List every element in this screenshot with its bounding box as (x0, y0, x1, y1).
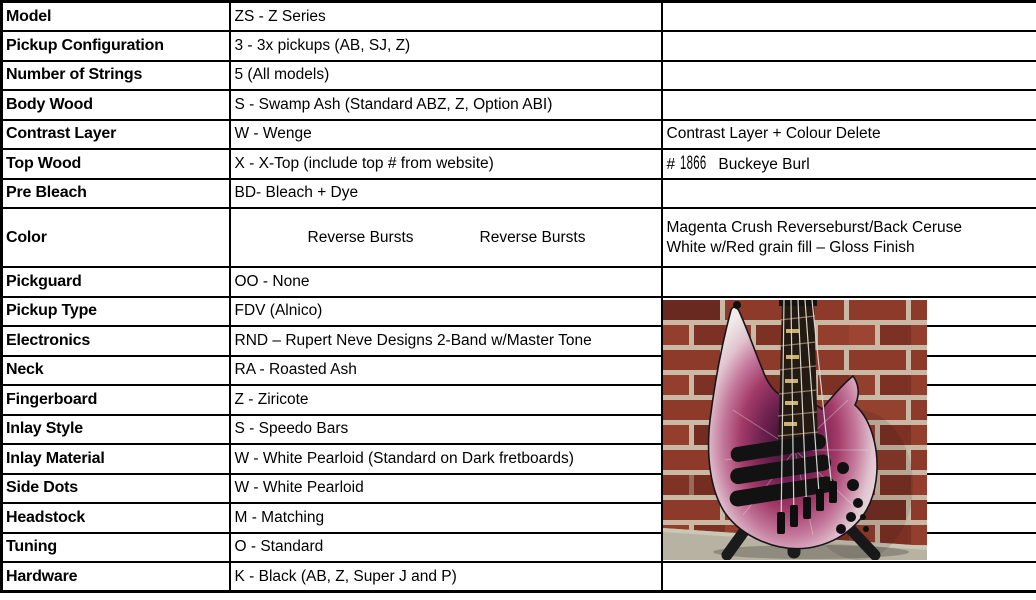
row-label: Tuning (2, 533, 230, 563)
row-value: 5 (All models) (230, 61, 662, 91)
row-value: W - White Pearloid (Standard on Dark fretboards) (230, 444, 662, 474)
row-value: BD- Bleach + Dye (230, 179, 662, 209)
table-row (2, 120, 1036, 150)
row-label: Pickguard (2, 267, 230, 297)
row-label: Top Wood (2, 149, 230, 179)
row-label: Neck (2, 356, 230, 386)
row-note (662, 2, 1036, 32)
table-row (2, 31, 1036, 61)
row-label: Headstock (2, 503, 230, 533)
row-value: RND – Rupert Neve Designs 2-Band w/Master Tone (230, 326, 662, 356)
row-label: Model (2, 2, 230, 32)
row-label: Electronics (2, 326, 230, 356)
note-line: Magenta Crush Reverseburst/Back Ceruse (666, 219, 962, 237)
row-value: M - Matching (230, 503, 662, 533)
row-value: ZS - Z Series (230, 2, 662, 32)
row-note (662, 267, 1036, 297)
row-label: Hardware (2, 562, 230, 592)
row-note (662, 31, 1036, 61)
table-row (2, 562, 1036, 592)
table-row (2, 61, 1036, 91)
row-label: Pickup Configuration (2, 31, 230, 61)
row-label: Inlay Material (2, 444, 230, 474)
row-label: Side Dots (2, 474, 230, 504)
row-label: Body Wood (2, 90, 230, 120)
row-value: 3 - 3x pickups (AB, SJ, Z) (230, 31, 662, 61)
row-note (662, 562, 1036, 592)
row-value: K - Black (AB, Z, Super J and P) (230, 562, 662, 592)
row-label: Color (2, 208, 230, 267)
row-value: W - White Pearloid (230, 474, 662, 504)
row-value: S - Speedo Bars (230, 415, 662, 445)
row-value: Z - Ziricote (230, 385, 662, 415)
row-note (662, 179, 1036, 209)
bass-guitar-photo (663, 300, 927, 560)
row-note (662, 61, 1036, 91)
row-value: FDV (Alnico) (230, 297, 662, 327)
table-row (2, 208, 1036, 267)
note-line: White w/Red grain fill – Gloss Finish (666, 239, 915, 256)
note-suffix: Buckeye Burl (718, 155, 810, 173)
top-number: 1866 (680, 152, 707, 174)
table-row (2, 179, 1036, 209)
row-value: X - X-Top (include top # from website) (230, 149, 662, 179)
table-row (2, 90, 1036, 120)
row-value: OO - None (230, 267, 662, 297)
row-label: Fingerboard (2, 385, 230, 415)
table-row (2, 2, 1036, 32)
row-note (662, 149, 1036, 179)
row-note (662, 208, 1036, 267)
row-value (230, 208, 662, 267)
row-value: S - Swamp Ash (Standard ABZ, Z, Option ABI) (230, 90, 662, 120)
table-row (2, 149, 1036, 179)
row-label: Pickup Type (2, 297, 230, 327)
row-label: Contrast Layer (2, 120, 230, 150)
table-row (2, 267, 1036, 297)
note-prefix: # (666, 155, 676, 173)
row-note: Contrast Layer + Colour Delete (662, 120, 1036, 150)
strap-pin (733, 301, 741, 309)
row-note (662, 90, 1036, 120)
color-value-text: Reverse Bursts (307, 228, 414, 246)
row-label: Pre Bleach (2, 179, 230, 209)
row-label: Number of Strings (2, 61, 230, 91)
row-value: W - Wenge (230, 120, 662, 150)
row-label: Inlay Style (2, 415, 230, 445)
row-value: O - Standard (230, 533, 662, 563)
row-value: RA - Roasted Ash (230, 356, 662, 386)
color-value-text: Reverse Bursts (479, 228, 586, 246)
